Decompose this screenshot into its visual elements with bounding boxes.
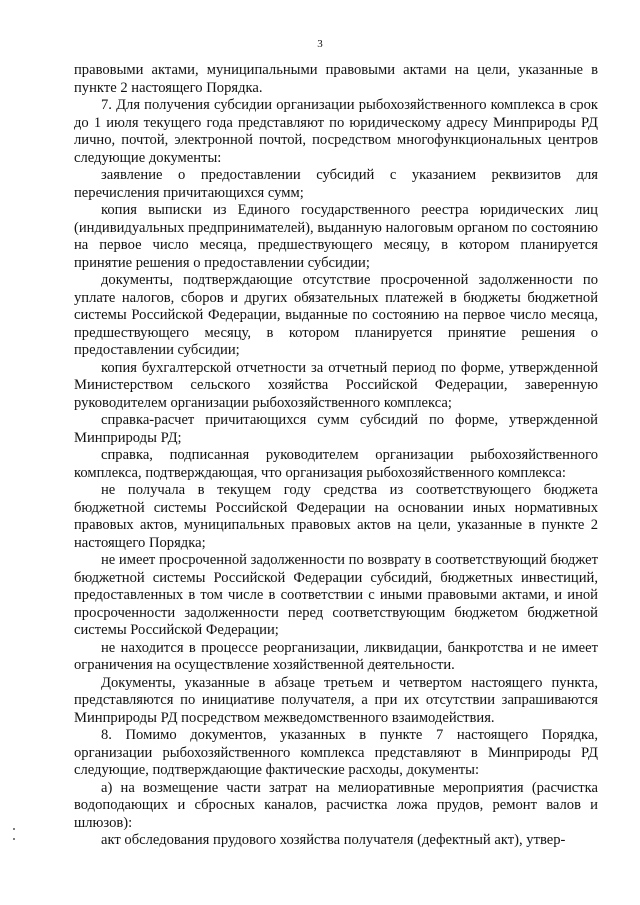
paragraph: копия выписки из Единого государственного реестра юридических лиц (индивидуальных предпринимателей), выданную налоговым органом по состоянию на первое число месяца, предшествующего месяцу, в котором планируется принятие решения о предоставлении субсидии; [74, 202, 598, 271]
paragraph: правовыми актами, муниципальными правовыми актами на цели, указанные в пункте 2 настоящего Порядка. [74, 62, 598, 96]
paragraph: не имеет просроченной задолженности по возврату в соответствующий бюджет бюджетной системы Российской Федерации субсидий, бюджетных инвестиций, предоставленных в том числе в соответствии с иными правовыми актами, и иной просроченности задолженности перед соответствующим бюджетом бюджетной системы Российской Федерации; [74, 552, 598, 638]
document-body [74, 62, 598, 850]
paragraph: не получала в текущем году средства из соответствующего бюджета бюджетной системы Российской Федерации на основании иных нормативных правовых актов, муниципальных правовых актов на цели, указанные в пункте 2 настоящего Порядка; [74, 482, 598, 551]
paragraph: Документы, указанные в абзаце третьем и четвертом настоящего пункта, представляются по инициативе получателя, а при их отсутствии запрашиваются Минприроды РД посредством межведомственного взаимодействия. [74, 674, 598, 726]
paragraph: 8. Помимо документов, указанных в пункте 7 настоящего Порядка, организации рыбохозяйственного комплекса представляют в Минприроды РД следующие, подтверждающие фактические расходы, документы: [74, 727, 598, 778]
scan-speck [13, 828, 15, 830]
paragraph: справка, подписанная руководителем организации рыбохозяйственного комплекса, подтверждающая, что организация рыбохозяйственного комплекса: [74, 447, 598, 481]
scan-speck [13, 838, 15, 840]
paragraph: документы, подтверждающие отсутствие просроченной задолженности по уплате налогов, сборов и других обязательных платежей в бюджеты бюджетной системы Российской Федерации, выданные по состоянию на первое число месяца, предшествующего месяцу, в котором планируется принятие решения о предоставлении субсидии; [74, 272, 598, 358]
page-number: 3 [317, 38, 323, 50]
paragraph: справка-расчет причитающихся сумм субсидий по форме, утвержденной Минприроды РД; [74, 412, 598, 446]
paragraph: 7. Для получения субсидии организации рыбохозяйственного комплекса в срок до 1 июля текущего года представляют по юридическому адресу Минприроды РД лично, почтой, электронной почтой, посредством многофункциональных центров следующие документы: [74, 97, 598, 166]
paragraph: заявление о предоставлении субсидий с указанием реквизитов для перечисления причитающихся сумм; [74, 167, 598, 201]
paragraph: копия бухгалтерской отчетности за отчетный период по форме, утвержденной Министерством сельского хозяйства Российской Федерации, заверенную руководителем организации рыбохозяйственного комплекса; [74, 359, 598, 411]
paragraph: акт обследования прудового хозяйства получателя (дефектный акт), утвер- [101, 832, 566, 848]
paragraph: а) на возмещение части затрат на мелиоративные мероприятия (расчистка водоподающих и сбросных каналов, расчистка ложа прудов, ремонт валов и шлюзов): [74, 779, 598, 831]
paragraph: не находится в процессе реорганизации, ликвидации, банкротства и не имеет ограничения на осуществление хозяйственной деятельности. [74, 639, 598, 673]
